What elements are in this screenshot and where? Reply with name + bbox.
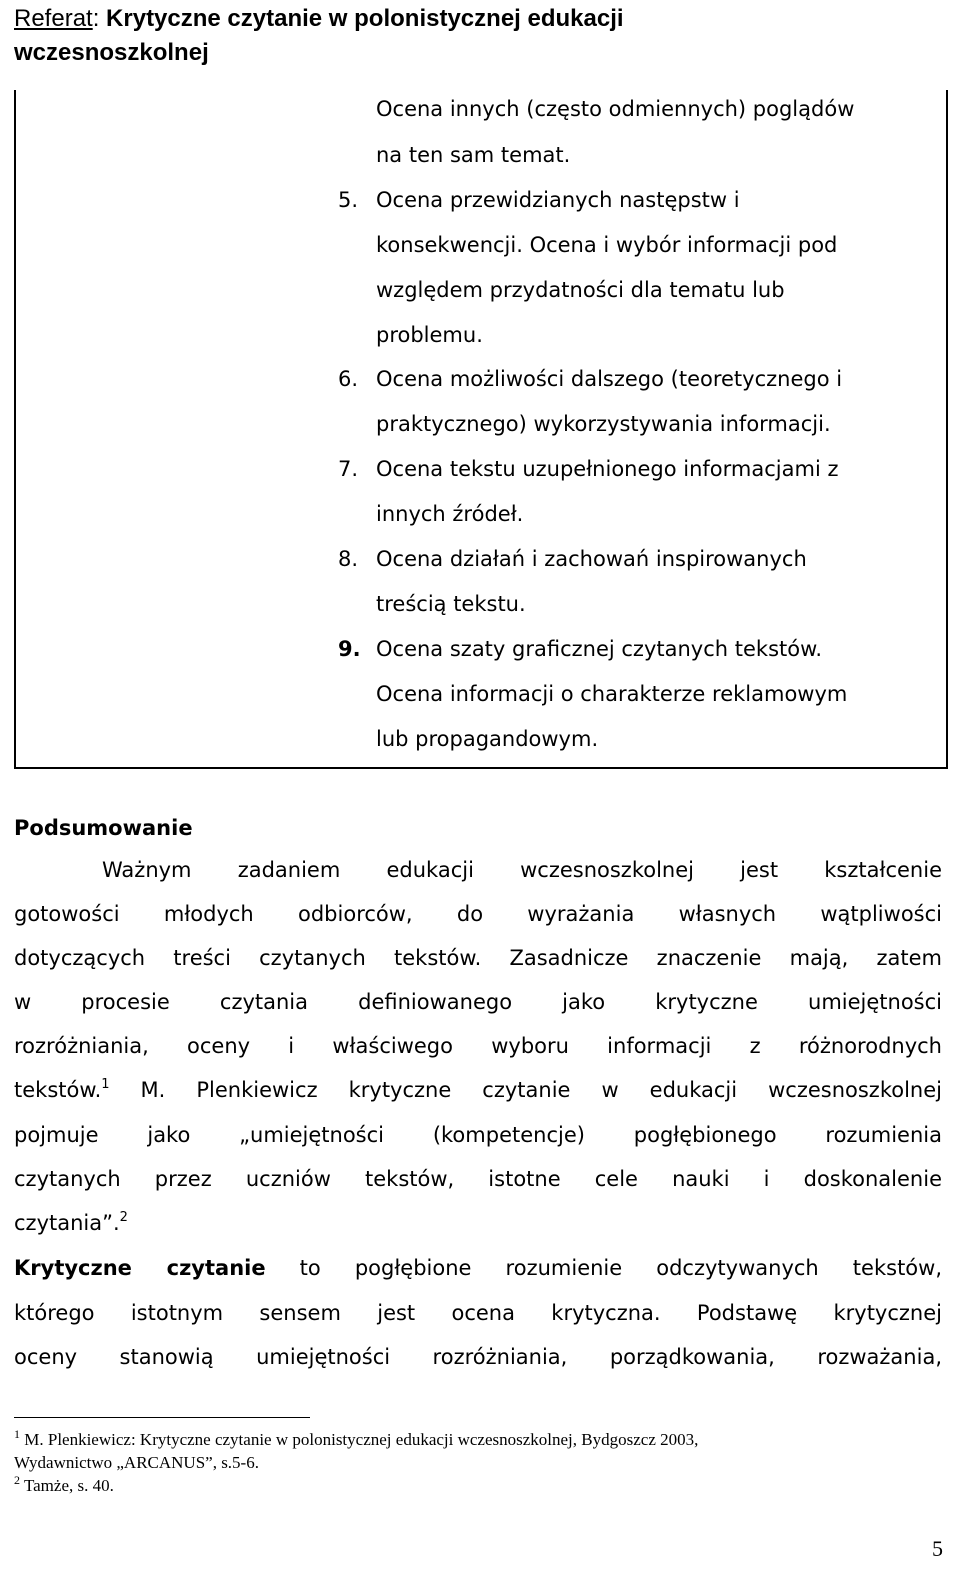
section-heading: Podsumowanie — [14, 816, 193, 840]
header-title-line1: Krytyczne czytanie w polonistycznej edukacji — [106, 5, 624, 32]
footnote-1-cont: Wydawnictwo „ARCANUS”, s.5-6. — [14, 1453, 259, 1472]
paragraph-line: dotyczących treści czytanych tekstów. Zasadnicze znaczenie mają, zatem — [14, 946, 942, 970]
box-line: Ocena szaty graficznej czytanych tekstów. — [376, 637, 823, 661]
list-number: 8. — [338, 547, 359, 571]
paragraph-line — [14, 1077, 942, 1103]
footnote-separator — [14, 1417, 310, 1418]
box-line: innych źródeł. — [376, 502, 524, 526]
paragraph-line: Ważnym zadaniem edukacji wczesnoszkolnej jest kształcenie — [102, 858, 942, 882]
box-line: Ocena innych (często odmiennych) poglądów — [376, 97, 855, 121]
footnote-ref: 2 — [119, 1210, 128, 1225]
list-number: 6. — [338, 367, 359, 391]
page-header — [14, 2, 914, 70]
header-separator: : — [92, 5, 107, 32]
footnote-mark: 1 — [14, 1427, 20, 1441]
box-line: problemu. — [376, 323, 483, 347]
bold-term: Krytyczne czytanie — [14, 1256, 266, 1280]
text-run: czytania”. — [14, 1211, 120, 1235]
box-line: Ocena możliwości dalszego (teoretycznego i — [376, 367, 843, 391]
list-number: 9. — [338, 637, 361, 661]
paragraph-line — [14, 1255, 942, 1281]
footnote-mark: 2 — [14, 1473, 20, 1487]
text-run: tekstów. — [14, 1078, 102, 1102]
footnote-2 — [14, 1473, 114, 1496]
box-line: Ocena przewidzianych następstw i — [376, 188, 740, 212]
footnote-text: Tamże, s. 40. — [20, 1476, 114, 1495]
paragraph-line: pojmuje jako „umiejętności (kompetencje) pogłębionego rozumienia — [14, 1123, 942, 1147]
paragraph-line: rozróżniania, oceny i właściwego wyboru informacji z różnorodnych — [14, 1034, 942, 1058]
box-line: Ocena działań i zachowań inspirowanych — [376, 547, 807, 571]
header-label: Referat — [14, 5, 93, 32]
box-line: Ocena tekstu uzupełnionego informacjami z — [376, 457, 839, 481]
box-line: lub propagandowym. — [376, 727, 599, 751]
box-line: treścią tekstu. — [376, 592, 526, 616]
paragraph-line: w procesie czytania definiowanego jako krytyczne umiejętności — [14, 990, 942, 1014]
text-run: to pogłębione rozumienie odczytywanych tekstów, — [265, 1256, 942, 1280]
box-line: na ten sam temat. — [376, 143, 571, 167]
footnote-text: M. Plenkiewicz: Krytyczne czytanie w polonistycznej edukacji wczesnoszkolnej, Bydgoszcz 2003, — [20, 1430, 699, 1449]
footnote-1 — [14, 1427, 699, 1450]
box-line: względem przydatności dla tematu lub — [376, 278, 785, 302]
header-title-line2: wczesnoszkolnej — [14, 39, 209, 66]
footnote-ref: 1 — [101, 1077, 110, 1092]
paragraph-line: oceny stanowią umiejętności rozróżniania, porządkowania, rozważania, — [14, 1345, 942, 1369]
paragraph-line — [14, 1210, 942, 1236]
list-number: 7. — [338, 457, 359, 481]
table-cell-box — [14, 90, 948, 769]
box-line: praktycznego) wykorzystywania informacji. — [376, 412, 831, 436]
page-number: 5 — [932, 1536, 943, 1561]
paragraph-line: czytanych przez uczniów tekstów, istotne cele nauki i doskonalenie — [14, 1167, 942, 1191]
box-line: Ocena informacji o charakterze reklamowym — [376, 682, 848, 706]
box-line: konsekwencji. Ocena i wybór informacji pod — [376, 233, 838, 257]
paragraph-line: gotowości młodych odbiorców, do wyrażania własnych wątpliwości — [14, 902, 942, 926]
list-number: 5. — [338, 188, 359, 212]
paragraph-line: którego istotnym sensem jest ocena krytyczna. Podstawę krytycznej — [14, 1301, 942, 1325]
text-run: M. Plenkiewicz krytyczne czytanie w edukacji wczesnoszkolnej — [109, 1078, 942, 1102]
